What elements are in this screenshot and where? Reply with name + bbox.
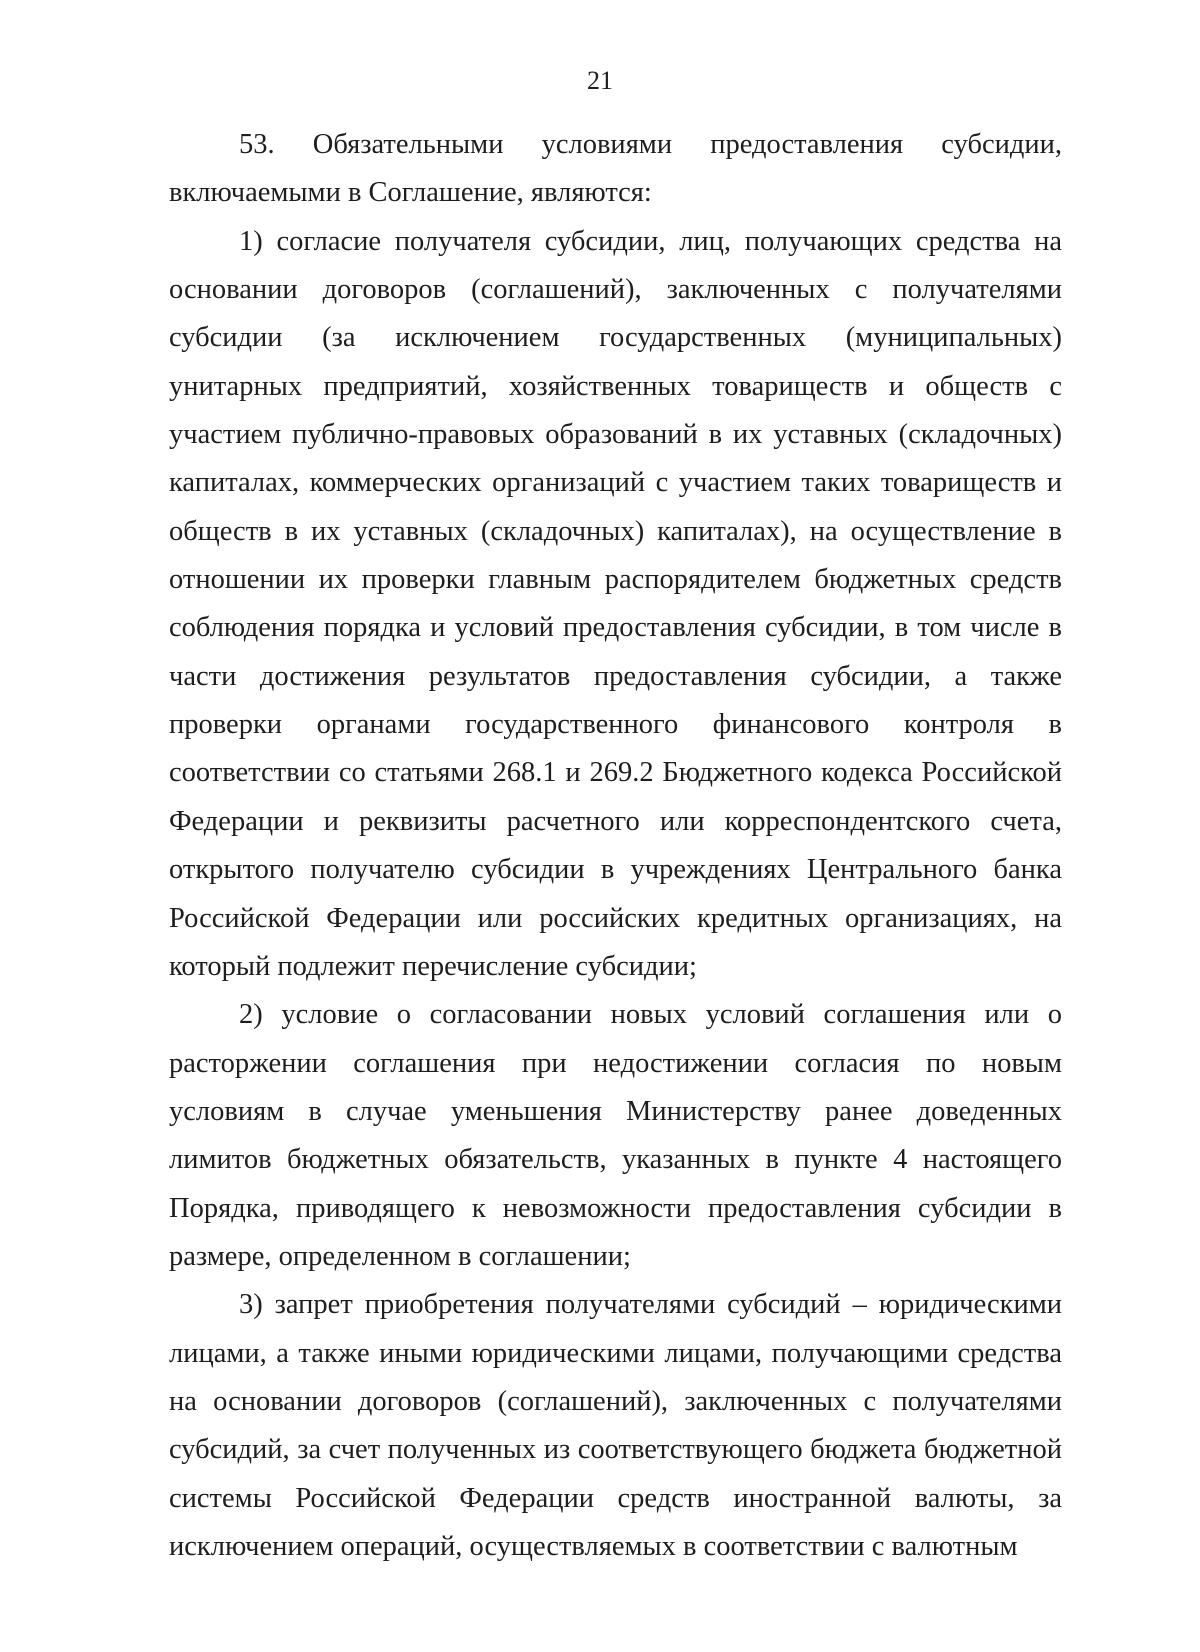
paragraph-item-3: 3) запрет приобретения получателями субсидий – юридическими лицами, а также иными юридическими лицами, получающими средства на основании договоров (соглашений), заключенных с получателями субсидий, за счет полученных из соответствующего бюджета бюджетной системы Российской Федерации средств иностранной валюты, за исключением операций, осуществляемых в соответствии с валютным (169, 1289, 1062, 1562)
document-body (169, 121, 1062, 1571)
paragraph-item-1: 1) согласие получателя субсидии, лиц, получающих средства на основании договоров (соглашений), заключенных с получателями субсидии (за исключением государственных (муниципальных) унитарных предприятий, хозяйственных товариществ и обществ с участием публично-правовых образований в их уставных (складочных) капиталах, коммерческих организаций с участием таких товариществ и обществ в их уставных (складочных) капиталах), на осуществление в отношении их проверки главным распорядителем бюджетных средств соблюдения порядка и условий предоставления субсидии, в том числе в части достижения результатов предоставления субсидии, а также проверки органами государственного финансового контроля в соответствии со статьями 268.1 и 269.2 Бюджетного кодекса Российской Федерации и реквизиты расчетного или корреспондентского счета, открытого получателю субсидии в учреждениях Центрального банка Российской Федерации или российских кредитных организациях, на который подлежит перечисление субсидии; (169, 225, 1062, 982)
paragraph-53: 53. Обязательными условиями предоставления субсидии, включаемыми в Соглашение, являются: (169, 129, 1062, 209)
paragraph-item-2: 2) условие о согласовании новых условий соглашения или о расторжении соглашения при недостижении согласия по новым условиям в случае уменьшения Министерству ранее доведенных лимитов бюджетных обязательств, указанных в пункте 4 настоящего Порядка, приводящего к невозможности предоставления субсидии в размере, определенном в соглашении; (169, 999, 1062, 1272)
page-number: 21 (587, 66, 613, 95)
